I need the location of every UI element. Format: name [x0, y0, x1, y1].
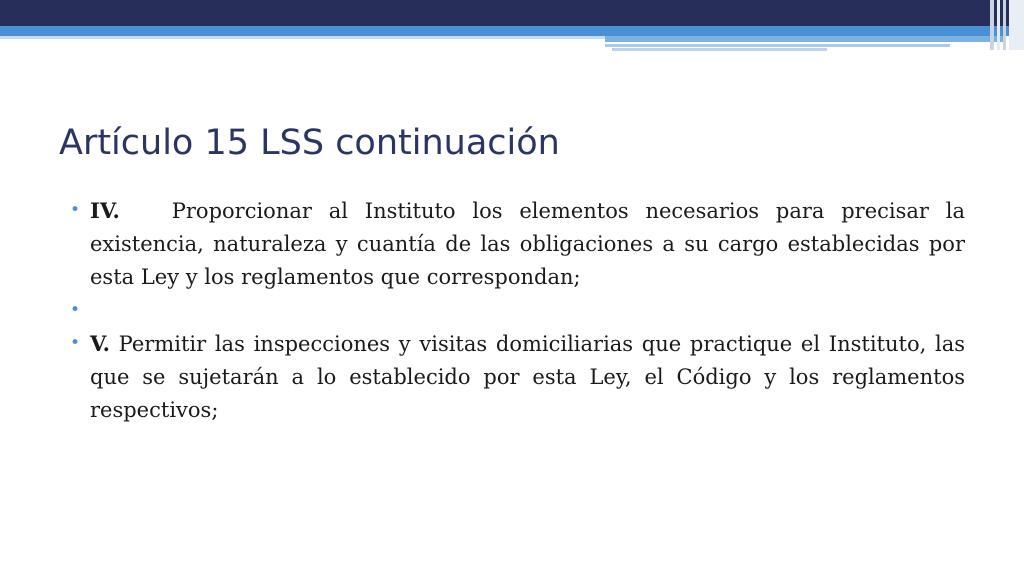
item-number: V. — [90, 331, 110, 356]
header-stripe — [1003, 0, 1006, 50]
header-bar-light — [0, 36, 605, 39]
bullet-icon: • — [70, 333, 81, 353]
slide-title: Artículo 15 LSS continuación — [59, 123, 560, 163]
item-text: Permitir las inspecciones y visitas domiciliarias que practique el Instituto, las que se sujetarán a lo establecido por esta Ley, el Código y los reglamentos respectivos; — [90, 332, 965, 422]
bullet-icon: • — [70, 300, 81, 320]
header-bar-accent — [605, 36, 1005, 42]
list-item-empty — [70, 294, 965, 327]
header-bar-accent-short — [612, 48, 827, 51]
item-number: IV. — [90, 198, 120, 223]
header-bar-dark — [0, 0, 1024, 26]
header-stripe — [990, 0, 994, 50]
header-stripe — [997, 0, 1000, 50]
header-stripe — [1009, 0, 1024, 50]
list-item — [70, 327, 965, 427]
bullet-list — [70, 194, 965, 427]
item-text: Proporcionar al Instituto los elementos necesarios para precisar la existencia, naturaleza y cuantía de las obligaciones a su cargo establecidas por esta Ley y los reglamentos que correspondan; — [90, 199, 965, 289]
bullet-icon: • — [70, 200, 81, 220]
header-bar-accent-thin — [605, 44, 950, 47]
header-bar-blue — [0, 26, 1024, 36]
header-stripes — [990, 0, 1024, 50]
list-item — [70, 194, 965, 294]
